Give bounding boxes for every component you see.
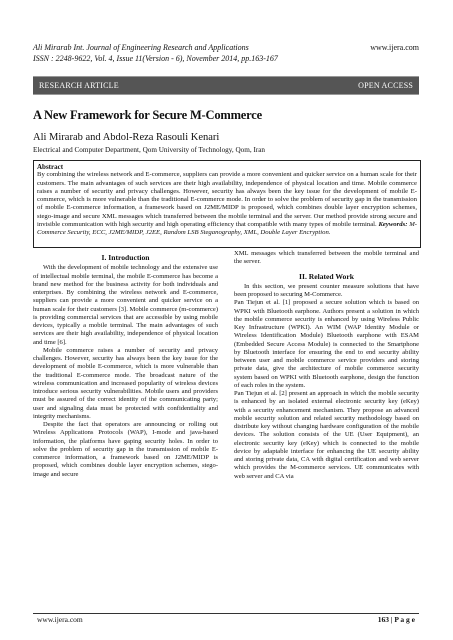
paper-affiliation: Electrical and Computer Department, Qom University of Technology, Qom, Iran: [33, 146, 266, 154]
issn-line: ISSN : 2248-9622, Vol. 4, Issue 11(Version - 6), November 2014, pp.163-167: [33, 54, 278, 63]
left-column: [33, 250, 218, 608]
paragraph: Pan Tiejun et al. [1] proposed a secure solution which is based on WPKI with Bluetooth earphone. Authors present a solution in which the mobile commerce security is enhanced by using Wireless Public Key Infrastructure (WPKI). An WIM (WAP Identity Module or Wireless Identification Module) Bluetooth earphone with ESAM (Embedded Secure Access Module) is connected to the Smartphone by Bluetooth interface for ensuring the end to end security ability between user and mobile commerce service providers and storing private data, give the architecture of mobile commerce security system based on WPKI with Bluetooth earphone, design the function of each roles in the system.: [234, 299, 419, 389]
journal-line: Ali Mirarab Int. Journal of Engineering Research and Applications: [33, 43, 249, 52]
paper-authors: Ali Mirarab and Abdol-Reza Rasouli Kenari: [33, 132, 220, 143]
paragraph: Mobile commerce raises a number of security and privacy challenges. However, security has always been the key issue for the development of mobile E-commerce, which is more vulnerable than the traditional E-commerce mode. The broadcast nature of the wireless communication and increased popularity of wireless devices introduce serious security vulnerabilities. Mobile users and providers must be assured of the correct identity of the communicating party; user and signaling data must be protected with confidentiality and integrity mechanisms.: [33, 346, 218, 420]
abstract-box: [33, 160, 421, 248]
banner-access: OPEN ACCESS: [358, 81, 413, 90]
page-header: [33, 42, 419, 64]
section-heading-related-work: II. Related Work: [299, 271, 354, 281]
keywords-text: M-Commerce Security, ECC, J2ME/MIDP, J2EE, Random LSB Steganography, XML, Double Layer Encryption.: [37, 221, 417, 237]
right-column: [234, 250, 419, 608]
paragraph: In this section, we present counter measure solutions that have been proposed to securing M-Commerce.: [234, 282, 419, 298]
section-heading-introduction: I. Introduction: [101, 253, 150, 262]
footer-url: www.ijera.com: [37, 615, 83, 624]
banner-article-type: RESEARCH ARTICLE: [39, 81, 119, 90]
article-banner: [33, 76, 419, 95]
paragraph: XML messages which transferred between the mobile terminal and the server.: [234, 250, 419, 266]
paragraph: Despite the fact that operators are announcing or rolling out Wireless Applications Protocols (WAP), I-mode and java-based information, the platforms have gaping security holes. In order to solve the problem of security gap in the transmission of mobile E-commerce information, a framework based on J2ME/MIDP is proposed, which combines double layer encryption schemes, stego-image and secure: [33, 421, 218, 478]
header-url: www.ijera.com: [370, 43, 419, 52]
paragraph: With the development of mobile technology and the extensive use of intellectual mobile terminal, the mobile E-commerce has become a brand new method for the business activity for both individuals and enterprises. By combining the wireless network and E-commerce, suppliers can provide a more convenient and quicker service on a human scale for their customers [3]. Mobile commerce (m-commerce) is providing commercial services that are accessible by using mobile devices, typically a mobile terminal. The main advantages of such services are their high availability, independence of physical location and time [6].: [33, 264, 218, 346]
page-number: 163 | P a g e: [377, 615, 415, 624]
abstract-text: By combining the wireless network and E-commerce, suppliers can provide a more convenient and quicker service on a human scale for their customers. The main advantages of such services are their high availability, independence of physical location and time. Mobile commerce raises a number of security and privacy challenges. However, security has always been the key issue for the development of mobile E-commerce, which is more vulnerable than the traditional E-commerce mode. In order to solve the problem of security gap in the transmission of mobile E-commerce information, a framework based on J2ME/MIDP is proposed, which combines double layer encryption schemes, stego-image and secure XML messages which transferred between the mobile terminal and the server. Our method provide strong secure and invisible communication with high security and high operating efficiency that compatible with many types of mobile terminal.: [37, 171, 417, 229]
abstract-label: Abstract: [37, 163, 64, 171]
page-footer: [33, 613, 419, 626]
paragraph: Pan Tiejun et al. [2] present an approach in which the mobile security is enhanced by an isolated external electronic security key (eKey) with a security enhancement mechanism. They propose an advanced mobile security solution and related security methodology based on distribute key without changing hardware configuration of the mobile devices. The solution consists of the UE (User Equipment), an electronic security key (eKey) which is connected to the mobile device by adaptable interface for enhancing the UE security ability and storing private data, CA with digital certification and web server which provides the M-commerce services. UE communicates with web server and CA via: [234, 390, 419, 480]
keywords-label: Keywords:: [378, 221, 408, 229]
paper-title: A New Framework for Secure M-Commerce: [33, 108, 262, 122]
